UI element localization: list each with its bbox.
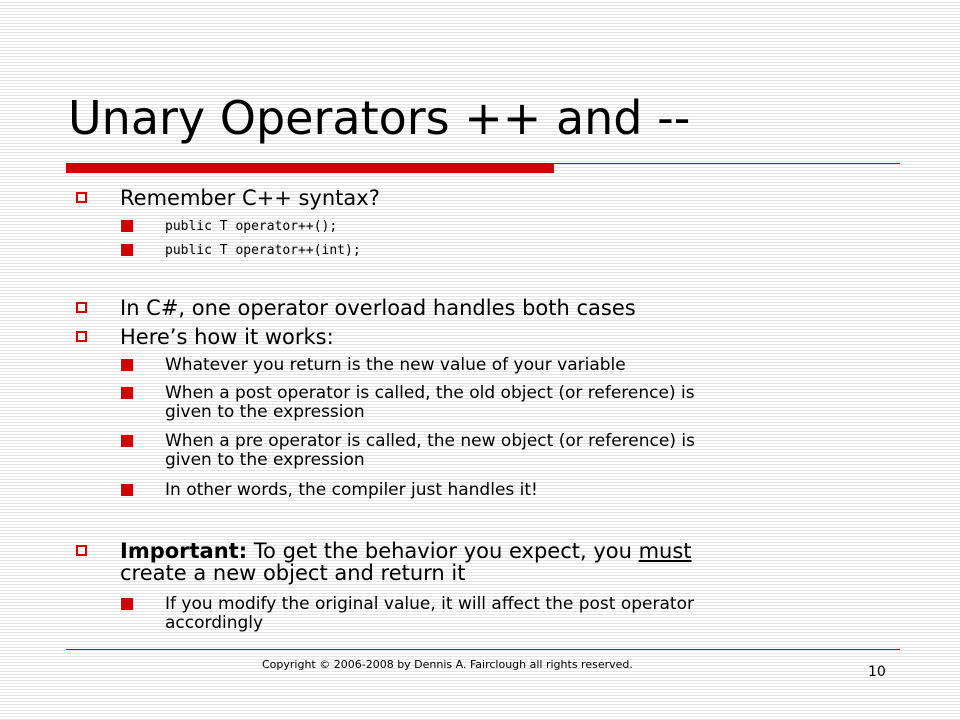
filled-square-bullet-icon xyxy=(121,359,133,371)
slide-title: Unary Operators ++ and -- xyxy=(68,91,691,145)
bullet-text-part: To get the behavior you expect, you xyxy=(247,539,639,563)
sub-bullet-text xyxy=(165,595,694,633)
sub-bullet-text: In other words, the compiler just handles it! xyxy=(165,480,538,500)
page-number: 10 xyxy=(868,664,886,680)
hollow-square-bullet-icon xyxy=(76,192,87,203)
bullet-text: In C#, one operator overload handles both cases xyxy=(120,296,636,320)
bullet-text-part: create a new object and return it xyxy=(120,561,466,585)
sub-bullet-text xyxy=(165,384,695,422)
sub-bullet-line: accordingly xyxy=(165,613,264,633)
sub-bullet-line: When a post operator is called, the old object (or reference) is xyxy=(165,383,695,403)
hollow-square-bullet-icon xyxy=(76,545,87,556)
must-emphasis: must xyxy=(638,539,692,563)
filled-square-bullet-icon xyxy=(121,484,133,496)
sub-bullet-line: given to the expression xyxy=(165,402,365,422)
copyright-footer: Copyright © 2006-2008 by Dennis A. Fairclough all rights reserved. xyxy=(262,658,633,671)
filled-square-bullet-icon xyxy=(121,598,133,610)
bullet-text: Here’s how it works: xyxy=(120,325,334,349)
hollow-square-bullet-icon xyxy=(76,302,87,313)
sub-bullet-line: given to the expression xyxy=(165,450,365,470)
important-label: Important: xyxy=(120,539,248,563)
filled-square-bullet-icon xyxy=(121,220,133,232)
sub-bullet-line: When a pre operator is called, the new object (or reference) is xyxy=(165,431,695,451)
sub-bullet-text xyxy=(165,432,695,470)
sub-bullet-text: Whatever you return is the new value of your variable xyxy=(165,355,626,375)
code-text: public T operator++(int); xyxy=(165,243,361,258)
footer-rule xyxy=(66,649,900,650)
filled-square-bullet-icon xyxy=(121,435,133,447)
sub-bullet-line: If you modify the original value, it will affect the post operator xyxy=(165,594,694,614)
title-rule-thick xyxy=(66,164,554,173)
filled-square-bullet-icon xyxy=(121,244,133,256)
bullet-text: Remember C++ syntax? xyxy=(120,186,380,210)
code-text: public T operator++(); xyxy=(165,219,338,234)
bullet-text xyxy=(120,540,692,584)
hollow-square-bullet-icon xyxy=(76,331,87,342)
filled-square-bullet-icon xyxy=(121,387,133,399)
